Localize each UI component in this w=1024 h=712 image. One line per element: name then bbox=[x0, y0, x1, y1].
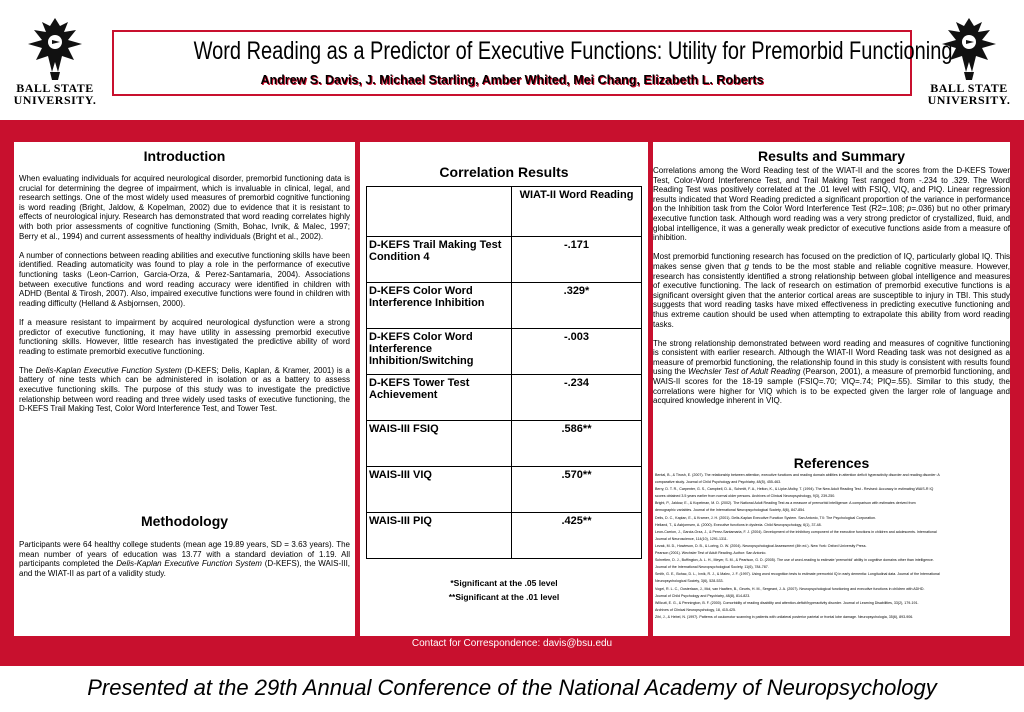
reference-item: Delis, D. C., Kaplan, E., & Kramer, J. H. (2001). Delis-Kaplan Executive Function System. San Antonio, TX: The Psychological Corporation. bbox=[655, 515, 876, 520]
res-p3-post: (Pearson, 2001), a measure of premorbid functioning, and WAIS-II scores for the 18-19 sample (FSIQ=.70; VIQ=.74; PIQ=.55). Similar to this study, the correlations were higher for VIQ which is to be expected given the larger role of language and acquired knowledge inherent in VIQ. bbox=[653, 367, 1010, 406]
row-label: D-KEFS Color Word Interference Inhibition/Switching bbox=[367, 329, 512, 375]
row-value: -.234 bbox=[512, 375, 642, 421]
row-label: D-KEFS Tower Test Achievement bbox=[367, 375, 512, 421]
reference-item: Archives of Clinical Neuropsychology, 18, 415-425. bbox=[655, 607, 737, 612]
introduction-body bbox=[19, 174, 350, 423]
table-row bbox=[367, 421, 642, 467]
methodology-body bbox=[19, 540, 350, 588]
row-label: D-KEFS Color Word Interference Inhibition bbox=[367, 283, 512, 329]
res-p2-italic: g bbox=[744, 261, 749, 271]
row-label: WAIS-III VIQ bbox=[367, 467, 512, 513]
res-p2-post: tends to be the most stable and reliable cognitive measure. However, research has consistently identified a strong relationship between global intelligence and measures of executive functioning. The lack of research on estimation of premorbid executive functions is a significant oversight given that the anterior cortical areas are susceptible to injury in TBI. This study suggests that word reading tasks have mixed effectiveness in predicting executive functioning and thus extreme caution should be used when attempting to extrapolate this ability from word reading tasks. bbox=[653, 261, 1010, 329]
right-panel bbox=[653, 142, 1010, 636]
reference-item: Journal of the International Neuropsychological Society, 11(6), 784-787. bbox=[655, 565, 769, 570]
reference-item: Journal of Neuroscience, 114(10), 1291-1311. bbox=[655, 536, 728, 541]
results-heading: Results and Summary bbox=[757, 148, 906, 164]
res-p2-pre: Most premorbid functioning research has focused on the prediction of IQ, particularly global IQ. This makes sense given that bbox=[653, 252, 1010, 271]
res-p1-pre: Correlations among the Word Reading test of the WIAT-II and the scores from the D-KEFS Tower Test, Color-Word Interference Test, and Trail Making Test ranged from -.234 to .329. The Word Reading Test was positively correlated at the .01 level with FSIQ, VIQ, and PIQ. Linear regression results indicated that Word Reading predicted a significant proportion of the variance in performance on the Inhibition task from the Color Word Interference Test (R2=.108; bbox=[653, 166, 1010, 214]
significance-note-05: *Significant at the .05 level bbox=[450, 578, 558, 588]
intro-p4-post: (D-KEFS; Delis, Kaplan, & Kramer, 2001) is a battery of nine tests which can be administered in isolation or as a battery to assess executive functioning skills. The purpose of this study was to investigate the predictive relationship between word reading and three widely used tasks of executive functioning, the D-KEFS Trail Making Test, Color Word Interference Test, and Tower Test. bbox=[19, 365, 350, 414]
row-value: -.003 bbox=[512, 329, 642, 375]
reference-item: Leon-Carrion, J., Garcia-Orza, J., & Perez-Santamaria, F. J. (2004). Development of the inhibitory component of the executive functions in children and adolescents. International bbox=[655, 529, 937, 534]
logo-text-line2: UNIVERSITY. bbox=[13, 93, 97, 107]
reference-item: Bental, B., & Tirosh, E. (2007). The relationship between attention, executive functions and reading domain abilities in attention deficit hyperactivity disorder and reading disorder: A bbox=[655, 473, 940, 477]
meth-italic: Delis-Kaplan Executive Function System bbox=[116, 559, 262, 569]
reference-item: Pearson (2001). Wechsler Test of Adult Reading. Author: San Antonio. bbox=[655, 551, 767, 556]
table-header-row bbox=[367, 187, 642, 237]
poster-footer bbox=[0, 666, 1024, 712]
table-column-header: WIAT-II Word Reading bbox=[512, 187, 642, 237]
reference-item: Willcutt, E. G., & Pennington, B. F. (2000). Comorbidity of reading disability and attention-deficit/hyperactivity disorder. Journal of Learning Disabilities, 33(2), 179-191. bbox=[655, 600, 919, 605]
logo-text-line1: BALL STATE bbox=[930, 81, 1008, 95]
reference-item: Helland, T., & Asbjornsen, A. (2000). Executive functions in dyslexia. Child Neuropsychology, 6(1), 37-48. bbox=[655, 522, 822, 527]
table-row bbox=[367, 513, 642, 559]
row-value: .425** bbox=[512, 513, 642, 559]
row-label: D-KEFS Trail Making Test Condition 4 bbox=[367, 237, 512, 283]
reference-item: scores obtained 3.5 years earlier from normal older persons. Archives of Clinical Neuropsychology, 9(3), 239-250. bbox=[655, 494, 836, 499]
correlation-table bbox=[366, 186, 642, 559]
reference-item: Schretlen, D. J., Buffington, A. L. H., Meyer, S. M., & Pearlson, G. D. (2005). The use of word-reading to estimate 'premorbid' ability in cognitive domains other than intelligence. bbox=[655, 558, 934, 563]
intro-p4-pre: The bbox=[19, 365, 36, 375]
reference-item: demographic variables. Journal of the International Neuropsychological Society, 8(6), 847-854. bbox=[655, 508, 806, 513]
results-body bbox=[653, 166, 1010, 415]
table-row bbox=[367, 467, 642, 513]
table-row bbox=[367, 283, 642, 329]
left-panel bbox=[14, 142, 355, 636]
res-p1-italic: p bbox=[907, 204, 912, 214]
conference-note: Presented at the 29th Annual Conference of the National Academy of Neuropsychology bbox=[87, 675, 937, 700]
intro-paragraph-4 bbox=[19, 366, 350, 414]
logo-text-line2: UNIVERSITY. bbox=[927, 93, 1011, 107]
meth-post: (D-KEFS), the WAIS-III, and the WIAT-II as part of a validity study. bbox=[19, 559, 351, 578]
intro-paragraph-2: A number of connections between reading abilities and executive functioning skills have been identified. Reading automaticity was found to play a role in the performance of executive functioning tasks (Leon-Carrion, Garcia-Orza, & Perez-Santamaria, 2004). Associations between executive functions and word reading accuracy were identified in children with ADHD (Bental & Tirosh, 2007). Also, impaired executive functions were found in children with reading difficulty (Helland & Asbjornsen, 2000). bbox=[19, 250, 350, 308]
references-heading: References bbox=[793, 455, 870, 471]
university-logo-right bbox=[924, 14, 1014, 110]
results-paragraph-3 bbox=[653, 339, 1010, 406]
title-box bbox=[112, 30, 953, 96]
cardinal-logo-icon bbox=[938, 14, 1000, 82]
poster-authors: Andrew S. Davis, J. Michael Starling, Amber Whited, Mei Chang, Elizabeth L. Roberts bbox=[260, 73, 764, 87]
poster-title: Word Reading as a Predictor of Executive Functions: Utility for Premorbid Functioning bbox=[193, 37, 953, 65]
results-paragraph-1 bbox=[653, 166, 1010, 243]
reference-item: Bright, P., Jaldow, E., & Kopelman, M. D. (2002). The National Adult Reading Test as a measure of premorbid intelligence: A comparison with estimates derived from bbox=[655, 501, 916, 506]
res-p3-italic: Wechsler Test of Adult Reading bbox=[688, 367, 801, 377]
reference-item: Berry, D. T. R., Carpenter, G. S., Campbell, D. A., Schmitt, F. A., Helton, K., & Lipke-Molby, T. (1994). The New Adult Reading Test - Revised: Accuracy in estimating WAIS-R IQ bbox=[655, 487, 934, 492]
row-label: WAIS-III FSIQ bbox=[367, 421, 512, 467]
row-value: .329* bbox=[512, 283, 642, 329]
introduction-heading: Introduction bbox=[143, 148, 226, 164]
correlation-heading: Correlation Results bbox=[439, 164, 569, 180]
row-label: WAIS-III PIQ bbox=[367, 513, 512, 559]
intro-paragraph-1: When evaluating individuals for acquired neurological disorder, premorbid functioning data is crucial for determining the degree of impairment, which is invaluable in clinical, legal, and research settings. One of the most widely used measures of premorbid cognitive functioning is word reading (Bright, Jaldow, & Kopelman, 2002) due to evidence that it is resistant to effects of neurological injury. Research has demonstrated that word reading correlates highly with both prior assessments of cognitive functioning (Smith, Bohac, Ivnik, & Malec, 1997; Berry et al., 1994) and current assessments of healthy individuals (Bright et al., 2002). bbox=[19, 174, 350, 241]
reference-item: Neuropsychological Society, 3(6), 528-533. bbox=[655, 579, 724, 584]
methodology-heading: Methodology bbox=[140, 513, 229, 529]
reference-item: Vogel, R. L. C., Oosterlaan, J., Mol, van Haaften, B., Geurts, H. M., Sergeant, J. A. (2007). Neuropsychological functioning and executive functions in children with ADHD. bbox=[655, 586, 925, 591]
table-header-empty bbox=[367, 187, 512, 237]
table-row bbox=[367, 329, 642, 375]
table-row bbox=[367, 375, 642, 421]
references-list bbox=[655, 472, 1008, 621]
table-row bbox=[367, 237, 642, 283]
results-paragraph-2 bbox=[653, 252, 1010, 329]
reference-item: Zihl, J., & Hebel, N. (1997). Patterns of oculomotor scanning in patients with unilateral posterior parietal or frontal lobe damage. Neuropsychologia, 35(6), 893-906. bbox=[655, 614, 914, 619]
row-value: .570** bbox=[512, 467, 642, 513]
significance-note-01: **Significant at the .01 level bbox=[448, 592, 560, 602]
row-value: -.171 bbox=[512, 237, 642, 283]
reference-item: Journal of Child Psychology and Psychiatry, 48(8), 814-823. bbox=[655, 593, 751, 598]
middle-panel bbox=[360, 142, 648, 636]
poster-header bbox=[0, 0, 1024, 118]
reference-item: Lezak, M. D., Howieson, D. B., & Loring, D. W. (2004). Neuropsychological Assessment (4th ed.). New York: Oxford University Press. bbox=[655, 543, 867, 548]
meth-pre: Participants were 64 healthy college students (mean age 19.89 years, SD = 3.63 years). The mean number of years of education was 13.77 with a standard deviation of 1.19. All participants completed the bbox=[19, 540, 350, 569]
logo-text-line1: BALL STATE bbox=[16, 81, 94, 95]
res-p1-post: =.036) but no other primary executive function task. Although word reading was a very strong predictor of crystallized, fluid, and global intelligence, it was a generally weak predictor of executive functions aside from a measure of inhibition. bbox=[653, 204, 1011, 243]
reference-item: Smith, G. E., Bohac, D. L., Ivnik, R. J., & Malec, J. F. (1997). Using word recognition tests to estimate premorbid IQ in early dementia: Longitudinal data. Journal of the International bbox=[655, 572, 940, 577]
cardinal-logo-icon bbox=[24, 14, 86, 82]
intro-p4-italic: Delis-Kaplan Executive Function System bbox=[35, 365, 182, 375]
university-logo-left bbox=[10, 14, 100, 110]
methodology-paragraph bbox=[19, 540, 350, 578]
reference-item: comparative study. Journal of Child Psychology and Psychiatry, 48(5), 455-463. bbox=[655, 480, 782, 485]
res-p3-pre: The strong relationship demonstrated between word reading and measures of cognitive functioning is consistent with earlier research. Although the WIAT-II Word Reading task was not designed as a measure of premorbid functioning, the relationship found in this study is consistent with results found using the bbox=[653, 338, 1010, 377]
row-value: .586** bbox=[512, 421, 642, 467]
contact-line: Contact for Correspondence: davis@bsu.edu bbox=[411, 638, 613, 649]
intro-paragraph-3: If a measure resistant to impairment by acquired neurological dysfunction were a strong predictor of executive functioning, it may have utility in assessing premorbid executive functioning skills. However, little research has investigated the predictive ability of word reading to estimate premorbid executive functioning. bbox=[19, 317, 350, 356]
